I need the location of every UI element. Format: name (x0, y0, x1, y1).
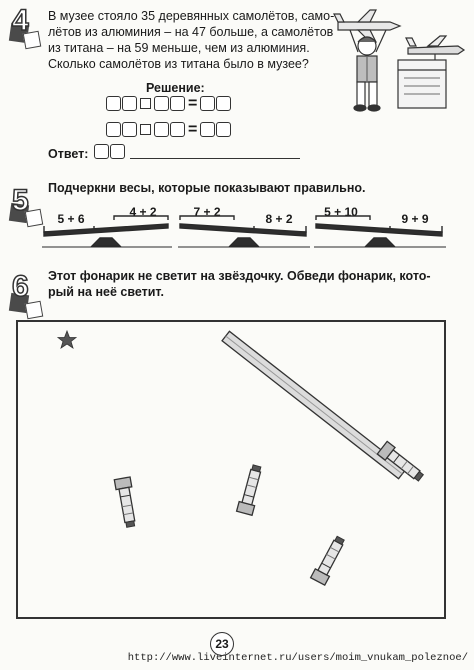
flashlight-4 (311, 534, 348, 585)
scale-right-value: 8 + 2 (265, 212, 293, 226)
solution-label: Решение: (146, 81, 205, 95)
task-6-line: рый на неё светит. (48, 285, 164, 299)
equals-sign: = (188, 120, 198, 138)
scale-right-value: 4 + 2 (129, 205, 157, 219)
equals-sign: = (188, 94, 198, 112)
flashlight-2 (114, 477, 138, 528)
scale-right-value: 9 + 9 (401, 212, 429, 226)
flashlight-3 (237, 464, 265, 515)
task-4-line: В музее стояло 35 деревянных самолётов, само- (48, 9, 335, 23)
source-url: http://www.liveinternet.ru/users/moim_vnukam_poleznoe/ (127, 652, 468, 664)
scale-left-value: 5 + 10 (324, 205, 358, 219)
task-5-number: 5 (12, 184, 29, 217)
task-4-line: лётов из алюминия – на 47 больше, а самолётов (48, 25, 334, 39)
task-5-instruction: Подчеркни весы, которые показывают правильно. (48, 181, 366, 195)
task-4-number: 4 (12, 4, 29, 37)
star-icon (58, 331, 76, 348)
answer-label: Ответ: (48, 147, 89, 161)
task-6-line: Этот фонарик не светит на звёздочку. Обведи фонарик, кото- (48, 269, 431, 283)
page-number: 23 (210, 632, 234, 656)
task-6-number: 6 (12, 270, 29, 303)
task-4-line: из титана – на 59 меньше, чем из алюминия. (48, 41, 310, 55)
scale-left-value: 7 + 2 (193, 205, 221, 219)
flashlight-beam (222, 331, 406, 478)
task-4-line: Сколько самолётов из титана было в музее? (48, 57, 309, 71)
scale-left-value: 5 + 6 (57, 212, 85, 226)
